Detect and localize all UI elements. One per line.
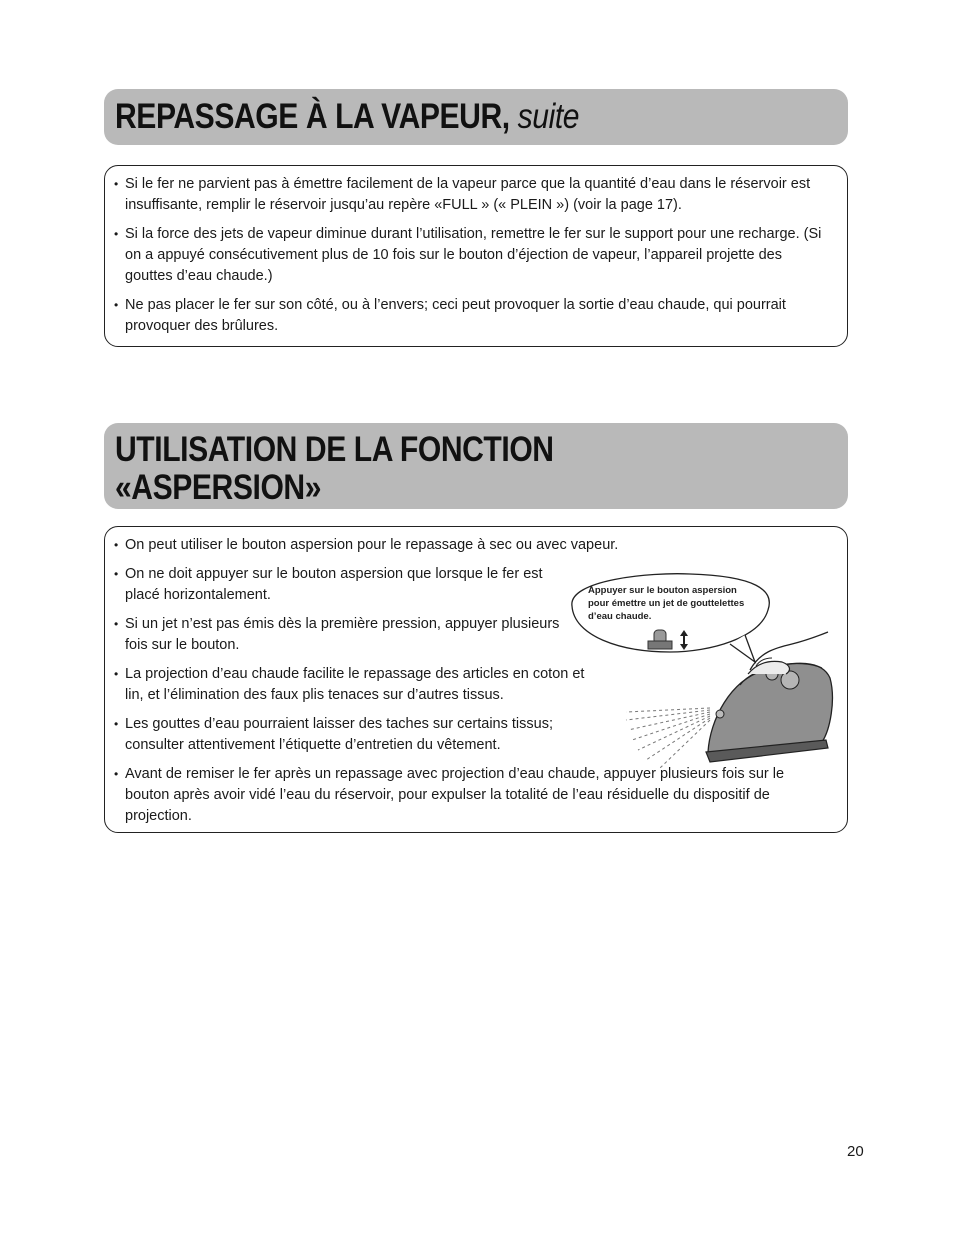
list-item: • Si la force des jets de vapeur diminue durant l’utilisation, remettre le fer sur le support pour une recharge. (Si on a appuyé consécutivement plus de 10 fois sur le bouton d’éjection de vapeur, l’appareil projette des gouttes d’eau chaude.): [114, 224, 827, 287]
list-item: • Avant de remiser le fer après un repassage avec projection d’eau chaude, appuyer plusieurs fois sur le bouton après avoir vidé l’eau du réservoir, pour expulser la totalité de l’eau résiduelle du dispositif de projection.: [114, 764, 827, 827]
list-item: • On ne doit appuyer sur le bouton aspersion que lorsque le fer est placé horizontalement.: [114, 564, 565, 606]
list-item: • Si le fer ne parvient pas à émettre facilement de la vapeur parce que la quantité d’eau dans le réservoir est insuffisante, remplir le réservoir jusqu’au repère «FULL » (« PLEIN ») (voir la page 17).: [114, 174, 827, 216]
title-suite: suite: [509, 97, 580, 136]
page-number: 20: [847, 1143, 864, 1160]
list-item: • Si un jet n’est pas émis dès la première pression, appuyer plusieurs fois sur le bouton.: [114, 614, 565, 656]
section-title-spray-function: [104, 423, 848, 509]
list-item: • Les gouttes d’eau pourraient laisser des taches sur certains tissus; consulter attentivement l’étiquette d’entretien du vêtement.: [114, 714, 595, 756]
section-title-steam-ironing: [104, 89, 848, 145]
title-main: REPASSAGE À LA VAPEUR,: [115, 97, 510, 136]
steam-notes-box: [104, 165, 848, 347]
callout-text: Appuyer sur le bouton aspersion pour émettre un jet de gouttelettes d’eau chaude.: [588, 585, 745, 622]
list-item: • La projection d’eau chaude facilite le repassage des articles en coton et lin, et l’élimination des faux plis tenaces sur d’autres tissus.: [114, 664, 595, 706]
title-line-1: UTILISATION DE LA FONCTION: [115, 430, 554, 469]
title-line-2: «ASPERSION»: [115, 468, 322, 507]
list-item: • On peut utiliser le bouton aspersion pour le repassage à sec ou avec vapeur.: [114, 535, 827, 556]
steam-notes-list: [114, 174, 827, 345]
list-item: • Ne pas placer le fer sur son côté, ou à l’envers; ceci peut provoquer la sortie d’eau chaude, qui pourrait provoquer des brûlures.: [114, 295, 827, 337]
